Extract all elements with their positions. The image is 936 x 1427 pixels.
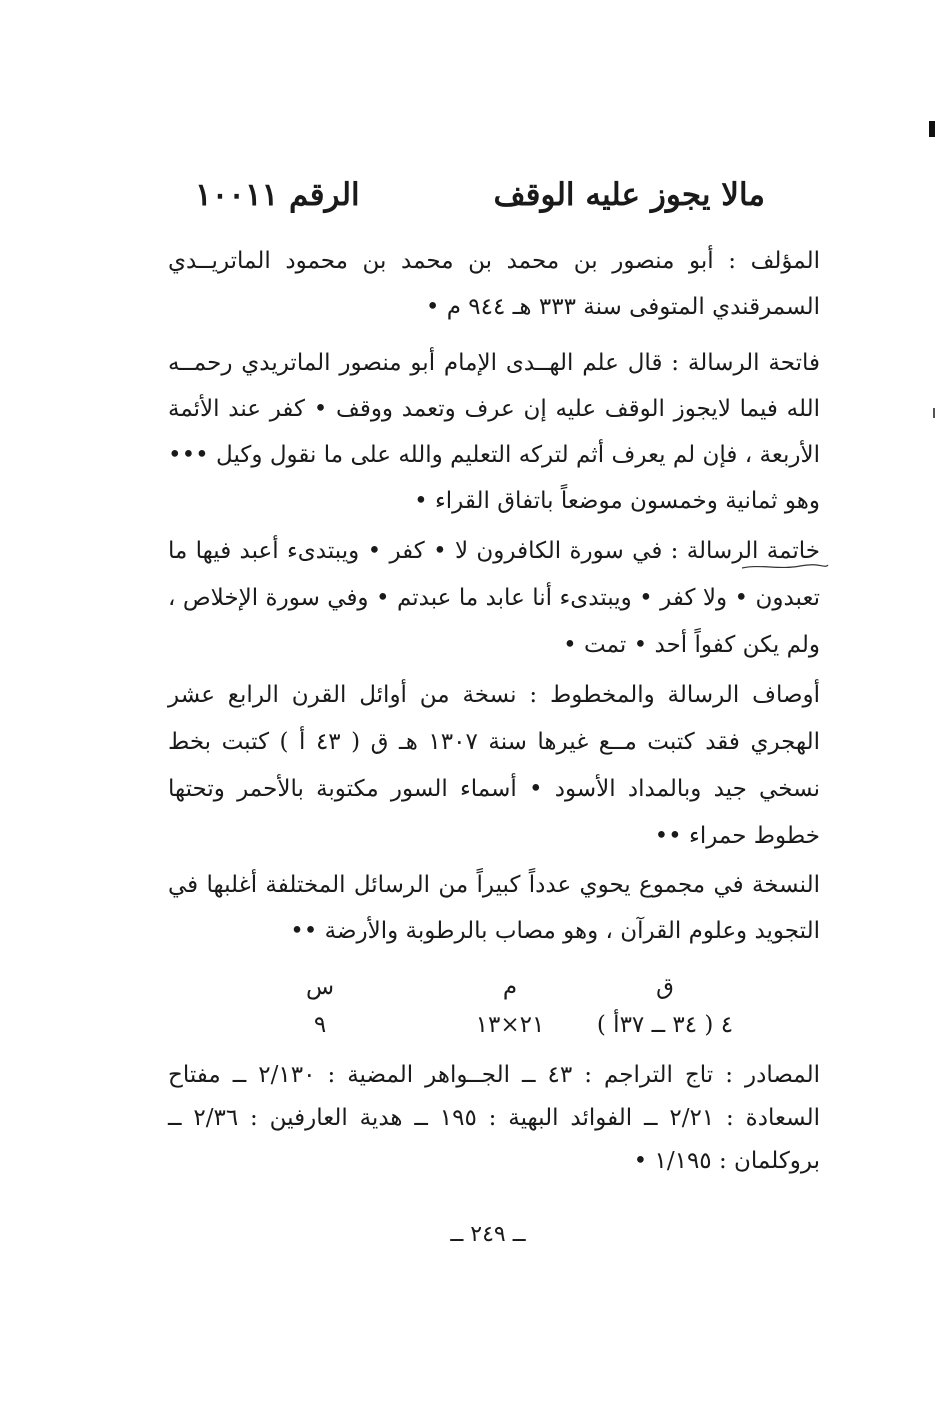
- author-paragraph: المؤلف : أبو منصور بن محمد بن محمد بن محمود الماتريــدي السمرقندي المتوفى سنة ٣٣٣ هـ ٩٤٤ م •: [168, 248, 820, 320]
- folios-value: ٤ ( ٣٤ ــ ٣٧أ ): [596, 1012, 734, 1038]
- folios-label: ق: [656, 974, 674, 1000]
- manuscript-measures: [270, 968, 740, 1048]
- sources-paragraph: المصادر : تاج التراجم : ٤٣ ــ الجــواهر المضية : ٢/١٣٠ ــ مفتاح السعادة : ٢/٢١ ــ الفوائد البهية : ١٩٥ ــ هدية العارفين : ٢/٣٦ ــ بروكلمان : ١/١٩٥ •: [168, 1062, 820, 1174]
- size-label: م: [502, 974, 518, 1000]
- scan-edge-mark: [929, 121, 935, 137]
- lines-value: ٩: [313, 1012, 327, 1038]
- size-value: ٢١×١٣: [475, 1012, 545, 1038]
- entry-header: [195, 170, 765, 220]
- measure-folios: [590, 968, 740, 1044]
- measure-size: [440, 968, 580, 1044]
- measure-lines: [280, 968, 360, 1044]
- lines-label: س: [305, 974, 335, 1000]
- closing-paragraph: خاتمة الرسالة : في سورة الكافرون لا • كفر • ويبتدىء أعبد فيها ما تعبدون • ولا كفر • ويبتدىء أنا عابد ما عبدتم • وفي سورة الإخلاص ، ولم يكن كفواً أحد • تمت •: [168, 538, 820, 658]
- description-paragraph: أوصاف الرسالة والمخطوط : نسخة من أوائل القرن الرابع عشر الهجري فقد كتبت مــع غيرها سنة ١٣٠٧ هـ ق ( ٤٣ أ ) كتبت بخط نسخي جيد وبالمداد الأسود • أسماء السور مكتوبة بالأحمر وتحتها خطوط حمراء ••: [168, 682, 820, 849]
- opening-paragraph: فاتحة الرسالة : قال علم الهــدى الإمام أبو منصور الماتريدي رحمــه الله فيما لايجوز الوقف عليه إن عرف وتعمد ووقف • كفر عند الأئمة الأربعة ، فإن لم يعرف أثم لتركه التعليم والله على ما نقول وكيل ••• وهو ثمانية وخمسون موضعاً باتفاق القراء •: [168, 350, 820, 514]
- scan-edge-mark-small: [933, 408, 935, 418]
- entry-number: الرقم ١٠٠١١: [195, 177, 360, 213]
- entry-title: مالا يجوز عليه الوقف: [493, 177, 765, 213]
- handwritten-underline: [740, 560, 830, 574]
- page-number: ــ ٢٤٩ ــ: [450, 1222, 526, 1247]
- note-paragraph: النسخة في مجموع يحوي عدداً كبيراً من الرسائل المختلفة أغلبها في التجويد وعلوم القرآن ، وهو مصاب بالرطوبة والأرضة ••: [168, 872, 820, 944]
